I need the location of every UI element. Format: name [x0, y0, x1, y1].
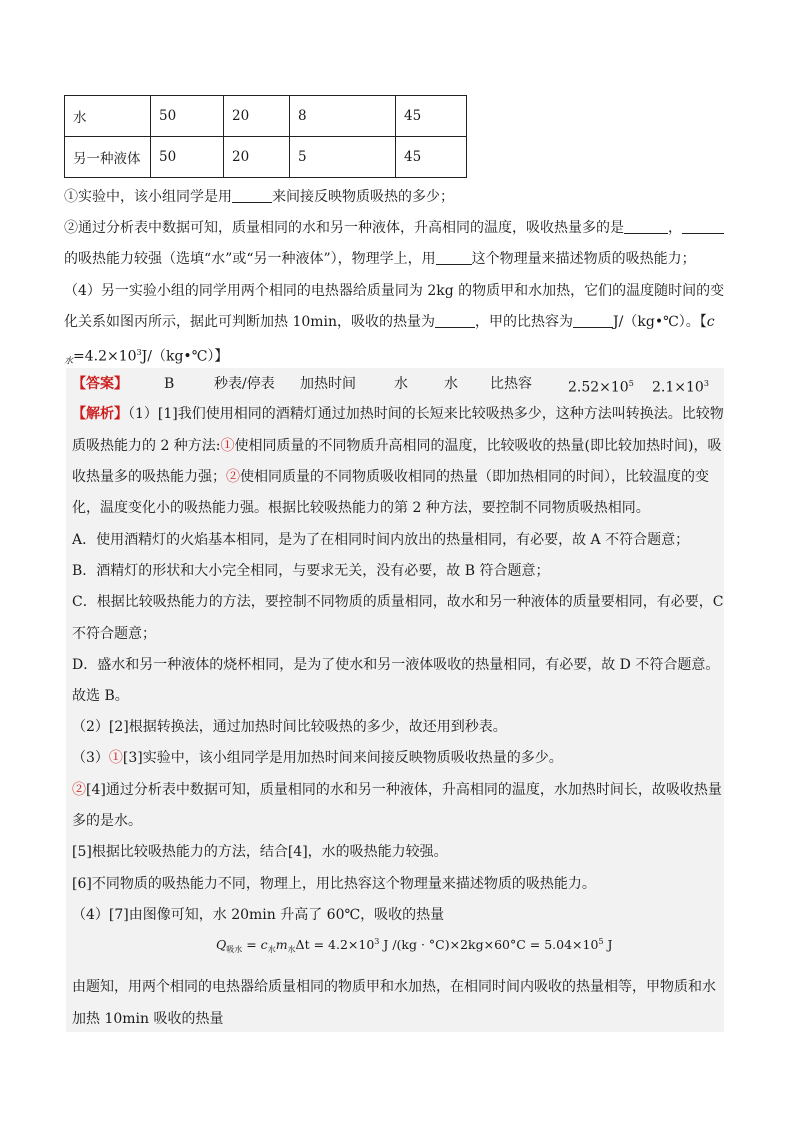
table-cell: 水	[65, 96, 151, 137]
table-cell: 20	[224, 96, 290, 137]
answer-item: 比热容	[490, 376, 532, 392]
formula-part: 水	[287, 945, 296, 955]
analysis-text: （3）	[72, 750, 109, 766]
heat-formula	[216, 937, 613, 955]
analysis-line	[72, 405, 724, 423]
question-text: 3	[136, 348, 142, 357]
question-line	[64, 313, 724, 331]
analysis-line	[72, 749, 724, 767]
question-text: 这个物理量来描述物质的吸热能力；	[471, 251, 696, 267]
table-cell: 5	[290, 137, 396, 178]
question-text: 来间接反映物质吸热的多少；	[272, 189, 454, 205]
formula-part: c	[260, 937, 268, 953]
question-text: c	[706, 314, 715, 330]
formula-part: 5	[598, 937, 604, 946]
question-line	[64, 219, 724, 237]
formula-part: J /(kg · °C)×2kg×60°C = 5.04×10	[379, 937, 599, 953]
question-text: ②通过分析表中数据可知，质量相同的水和另一种液体，升高相同的温度，吸收热量多的是	[64, 220, 624, 236]
analysis-text: ②	[226, 469, 240, 485]
answer-item: 秒表/停表	[214, 376, 275, 392]
table-cell: 50	[151, 96, 224, 137]
table-cell: 50	[151, 137, 224, 178]
analysis-line: （2）[2]根据转换法，通过加热时间比较吸热的多少，故还用到秒表。	[72, 719, 507, 735]
analysis-text: [4]通过分析表中数据可知，质量相同的水和另一种液体，升高相同的温度，水加热时间长，故吸收热量	[86, 782, 722, 798]
table-cell: 45	[396, 96, 467, 137]
table-row	[65, 137, 467, 178]
formula-part: Q	[216, 937, 227, 953]
analysis-text: ②	[72, 782, 86, 798]
analysis-line: 化，温度变化小的吸热能力强。根据比较吸热能力的第 2 种方法，要控制不同物质吸热相同。	[72, 500, 650, 516]
analysis-text: [3]实验中，该小组同学是用加热时间来间接反映物质吸收热量的多少。	[122, 750, 563, 766]
analysis-text: 使相同质量的不同物质吸收相同的热量（即加热相同的时间），比较温度的变	[240, 469, 709, 485]
answer-item	[652, 375, 709, 397]
table-cell: 8	[290, 96, 396, 137]
answer-item-exp: 5	[628, 379, 634, 388]
question-text: ，甲的比热容为	[475, 314, 574, 330]
question-text: J/（kg•℃）】	[141, 348, 229, 365]
answer-item: B	[164, 376, 175, 392]
answer-blank	[682, 219, 724, 234]
analysis-line: [5]根据比较吸热能力的方法，结合[4]，水的吸热能力较强。	[72, 844, 448, 860]
formula-part: J	[603, 937, 613, 953]
analysis-label: 【解析】	[72, 406, 128, 422]
table-row	[65, 96, 467, 137]
answer-item: 水	[394, 376, 408, 392]
question-text: ①实验中，该小组同学是用	[64, 189, 232, 205]
analysis-line: A．使用酒精灯的火焰基本相同，是为了在相同时间内放出的热量相同，有必要，故 A 不符合题意；	[72, 532, 690, 548]
analysis-line: 加热 10min 吸收的热量	[72, 1011, 224, 1027]
formula-part: =	[242, 937, 261, 953]
table-cell: 另一种液体	[65, 137, 151, 178]
table-cell: 45	[396, 137, 467, 178]
analysis-line: B．酒精灯的形状和大小完全相同，与要求无关，没有必要，故 B 符合题意；	[72, 563, 550, 579]
answer-blank	[435, 313, 475, 328]
analysis-text: 质吸热能力的 2 种方法:	[72, 438, 221, 454]
analysis-line: C．根据比较吸热能力的方法，要控制不同物质的质量相同，故水和另一种液体的质量要相同，有必要，C	[72, 594, 724, 610]
answer-row	[72, 375, 724, 396]
answer-item-exp: 3	[703, 379, 709, 388]
analysis-line: 多的是水。	[72, 813, 142, 829]
question-line	[64, 188, 724, 206]
question-text: （4）另一实验小组的同学用两个相同的电热器给质量同为 2kg 的物质甲和水加热，它们的温度随时间的变	[64, 283, 725, 299]
analysis-line: [6]不同物质的吸热能力不同，物理上，用比热容这个物理量来描述物质的吸热能力。	[72, 876, 596, 892]
question-line	[64, 282, 724, 300]
analysis-text: （1）[1]我们使用相同的酒精灯通过加热时间的长短来比较吸热多少，这种方法叫转换法。比较物	[128, 406, 724, 422]
question-text: =4.2×10	[73, 348, 137, 365]
analysis-text: ①	[220, 438, 235, 454]
table-cell: 20	[224, 137, 290, 178]
question-line	[64, 250, 724, 268]
answer-label: 【答案】	[72, 376, 128, 392]
question-text: J/（kg•℃）。【	[613, 314, 707, 330]
analysis-line	[72, 468, 724, 486]
answer-blank	[436, 250, 472, 265]
analysis-line: （4）[7]由图像可知，水 20min 升高了 60℃，吸收的热量	[72, 907, 445, 923]
answer-blank	[232, 188, 272, 203]
question-text: 化关系如图丙所示，据此可判断加热 10min，吸收的热量为	[64, 314, 436, 330]
question-text: 水	[64, 356, 74, 367]
question-text: ，	[668, 220, 682, 236]
answer-item: 加热时间	[300, 376, 356, 392]
formula-part: 3	[374, 937, 380, 946]
answer-blank	[573, 313, 613, 328]
analysis-line: 由题知，用两个相同的电热器给质量相同的物质甲和水加热，在相同时间内吸收的热量相等，甲物质和水	[72, 979, 716, 995]
analysis-text: 收热量多的吸热能力强；	[72, 469, 226, 485]
formula-part: m	[275, 937, 288, 953]
formula-part: Δt = 4.2×10	[295, 937, 375, 953]
answer-item: 水	[444, 376, 458, 392]
analysis-line: 不符合题意；	[72, 626, 156, 642]
data-table	[64, 95, 467, 178]
analysis-text: ①	[108, 750, 123, 766]
analysis-line: D．盛水和另一种液体的烧杯相同，是为了使水和另一液体吸收的热量相同，有必要，故 D 不符合题意。	[72, 657, 720, 673]
analysis-line	[72, 781, 724, 799]
answer-blank	[624, 219, 668, 234]
formula-part: 吸水	[226, 945, 243, 955]
answer-item	[568, 375, 634, 397]
formula-part: 水	[267, 945, 276, 955]
answer-item-base: 2.52×10	[568, 379, 629, 396]
answer-item-base: 2.1×10	[652, 379, 704, 396]
analysis-line	[72, 437, 724, 455]
question-line	[64, 344, 724, 371]
analysis-line: 故选 B。	[72, 688, 129, 704]
question-text: 的吸热能力较强（选填“水”或“另一种液体”），物理学上，用	[64, 251, 436, 267]
analysis-text: 使相同质量的不同物质升高相同的温度，比较吸收的热量(即比较加热时间)，吸	[234, 438, 722, 454]
